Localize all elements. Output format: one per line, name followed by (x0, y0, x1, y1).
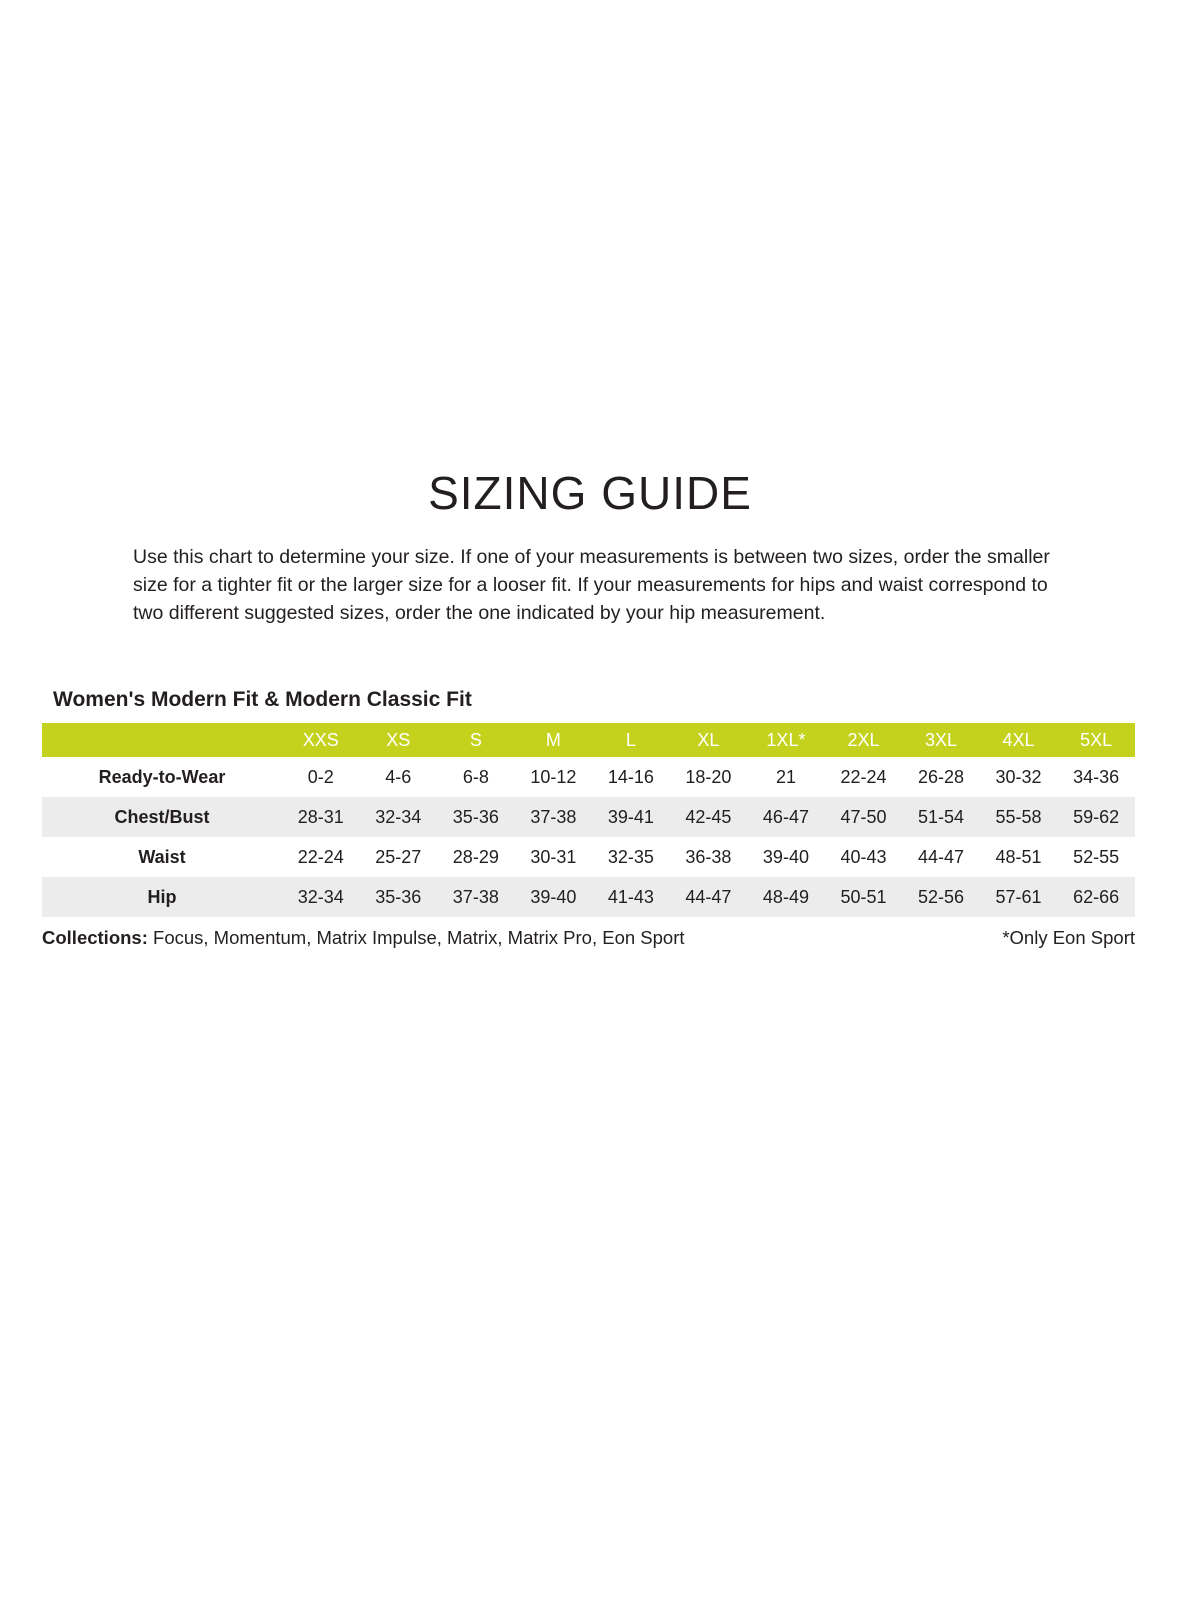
size-cell: 44-47 (685, 886, 732, 907)
size-cell: 44-47 (917, 846, 965, 867)
intro-text: Use this chart to determine your size. If one of your measurements is between two sizes, order the smaller size for a tighter fit or the larger size for a looser fit. If your measurements for hips and waist correspond to two different suggested sizes, order the one indicated by your hip measurement. (133, 546, 1050, 624)
size-table-header (42, 723, 1135, 757)
section-heading: Women's Modern Fit & Modern Classic Fit (53, 688, 472, 711)
size-cell: 26-28 (917, 766, 965, 787)
size-cell: 25-27 (375, 846, 422, 867)
size-cell: 55-58 (995, 806, 1042, 827)
size-cell: 59-62 (1073, 806, 1120, 827)
size-table-container (42, 723, 1135, 917)
size-cell: 48-49 (762, 886, 809, 907)
header-cell-3xl: 3XL (902, 723, 980, 757)
size-cell: 35-36 (452, 806, 499, 827)
size-table (42, 723, 1135, 917)
size-cell: 6-8 (462, 766, 489, 787)
size-cell: 39-40 (530, 886, 577, 907)
table-row (42, 877, 1135, 917)
size-cell: 47-50 (840, 806, 887, 827)
size-cell: 42-45 (685, 806, 732, 827)
size-cell: 30-32 (995, 766, 1042, 787)
size-cell: 30-31 (530, 846, 577, 867)
footer-line (42, 927, 1135, 949)
header-corner-cell (42, 723, 282, 757)
size-cell: 39-41 (607, 806, 654, 827)
header-cell-4xl: 4XL (980, 723, 1058, 757)
collections-list: Focus, Momentum, Matrix Impulse, Matrix, Matrix Pro, Eon Sport (147, 927, 685, 948)
size-cell: 50-51 (840, 886, 887, 907)
size-cell: 40-43 (840, 846, 887, 867)
header-cell-l: L (592, 723, 670, 757)
header-cell-s: S (437, 723, 515, 757)
table-row (42, 797, 1135, 837)
row-label: Chest/Bust (114, 806, 210, 827)
size-cell: 22-24 (840, 766, 887, 787)
size-cell: 28-31 (297, 806, 344, 827)
footnote: *Only Eon Sport (1002, 927, 1135, 948)
size-cell: 37-38 (530, 806, 577, 827)
collections-text (42, 927, 685, 949)
header-cell-xl: XL (670, 723, 748, 757)
size-cell: 32-34 (297, 886, 344, 907)
header-cell-xxs: XXS (282, 723, 360, 757)
size-cell: 37-38 (452, 886, 499, 907)
header-cell-2xl: 2XL (825, 723, 903, 757)
size-cell: 4-6 (385, 766, 412, 787)
size-cell: 39-40 (762, 846, 809, 867)
size-cell: 46-47 (762, 806, 809, 827)
row-label: Waist (138, 846, 186, 867)
size-cell: 10-12 (530, 766, 577, 787)
size-cell: 21 (775, 766, 796, 787)
header-cell-5xl: 5XL (1057, 723, 1135, 757)
table-row (42, 757, 1135, 797)
header-row (42, 723, 1135, 757)
header-cell-xs: XS (360, 723, 438, 757)
size-cell: 52-56 (917, 886, 965, 907)
size-cell: 18-20 (685, 766, 732, 787)
size-cell: 14-16 (607, 766, 654, 787)
size-cell: 35-36 (375, 886, 422, 907)
size-cell: 22-24 (297, 846, 344, 867)
size-cell: 57-61 (995, 886, 1042, 907)
row-label: Hip (147, 886, 177, 907)
size-cell: 51-54 (917, 806, 965, 827)
size-cell: 48-51 (995, 846, 1042, 867)
size-cell: 0-2 (307, 766, 334, 787)
header-cell-m: M (515, 723, 593, 757)
size-cell: 32-35 (607, 846, 654, 867)
size-table-body (42, 757, 1135, 917)
size-cell: 62-66 (1073, 886, 1120, 907)
table-row (42, 837, 1135, 877)
size-cell: 32-34 (375, 806, 422, 827)
page-title: SIZING GUIDE (428, 467, 752, 519)
collections-label: Collections: (42, 927, 148, 948)
size-cell: 52-55 (1073, 846, 1120, 867)
size-cell: 28-29 (452, 846, 499, 867)
size-cell: 36-38 (685, 846, 732, 867)
row-label: Ready-to-Wear (98, 766, 226, 787)
size-cell: 41-43 (607, 886, 654, 907)
size-cell: 34-36 (1073, 766, 1120, 787)
header-cell-1xl: 1XL* (747, 723, 825, 757)
